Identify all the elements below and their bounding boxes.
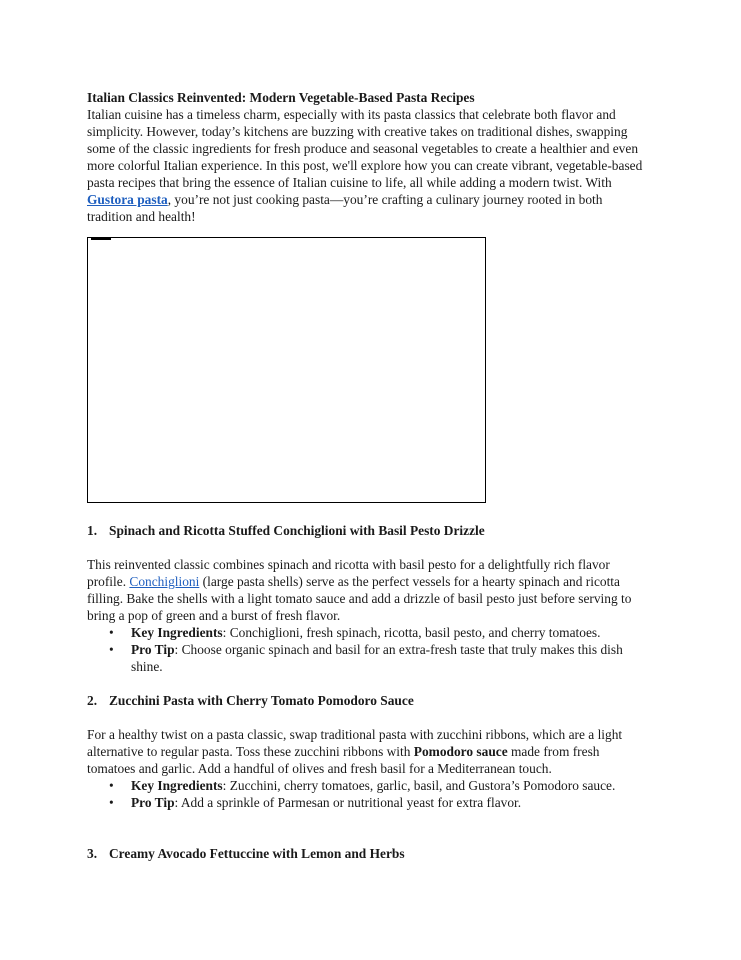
- pomodoro-sauce-emphasis: Pomodoro sauce: [413, 744, 508, 759]
- list-item: [109, 624, 639, 641]
- image-corner-mark: [91, 238, 111, 240]
- bullet-list-1: [109, 624, 639, 675]
- conchiglioni-link[interactable]: Conchiglioni: [129, 574, 200, 589]
- bullet-label: Key Ingredients: [131, 778, 223, 793]
- section-number: 3.: [87, 846, 98, 861]
- section-heading-text: Creamy Avocado Fettuccine with Lemon and Herbs: [109, 846, 405, 861]
- section-paragraph-1: [87, 556, 642, 624]
- list-item: [109, 641, 639, 675]
- bullet-text: : Zucchini, cherry tomatoes, garlic, basil, and Gustora’s Pomodoro sauce.: [222, 778, 616, 793]
- intro-paragraph: [87, 106, 647, 225]
- bullet-label: Key Ingredients: [131, 625, 223, 640]
- bullet-icon: •: [109, 625, 114, 640]
- section-heading-1: [87, 522, 485, 539]
- paragraph-text-end: made from fresh tomatoes and garlic. Add a handful of olives and fresh basil for a Mediterranean touch.: [87, 744, 600, 776]
- bullet-text: : Add a sprinkle of Parmesan or nutritional yeast for extra flavor.: [174, 795, 522, 810]
- section-heading-2: [87, 692, 414, 709]
- bullet-text: : Choose organic spinach and basil for an extra-fresh taste that truly makes this dish shine.: [131, 642, 623, 674]
- bullet-label: Pro Tip: [131, 642, 175, 657]
- image-placeholder: [87, 237, 486, 503]
- bullet-label: Pro Tip: [131, 795, 175, 810]
- section-heading-text: Spinach and Ricotta Stuffed Conchiglioni with Basil Pesto Drizzle: [109, 523, 485, 538]
- section-number: 1.: [87, 523, 98, 538]
- section-heading-3: [87, 845, 405, 862]
- paragraph-text-end: (large pasta shells) serve as the perfect vessels for a hearty spinach and ricotta filling. Bake the shells with a light tomato sauce and add a drizzle of basil pesto just before serving to bring a pop of green and a burst of fresh flavor.: [87, 574, 632, 623]
- intro-text: Italian cuisine has a timeless charm, especially with its pasta classics that celebrate both flavor and simplicity. However, today’s kitchens are buzzing with creative takes on traditional dishes, swapping some of the classic ingredients for fresh produce and seasonal vegetables to create a healthier and even more colorful Italian experience. In this post, we'll explore how you can create vibrant, vegetable-based pasta recipes that bring the essence of Italian cuisine to life, all while adding a modern twist. With: [87, 107, 643, 190]
- section-number: 2.: [87, 693, 98, 708]
- section-heading-text: Zucchini Pasta with Cherry Tomato Pomodoro Sauce: [109, 693, 414, 708]
- gustora-pasta-link[interactable]: Gustora pasta: [87, 192, 168, 207]
- list-item: [109, 777, 639, 794]
- bullet-icon: •: [109, 795, 114, 810]
- bullet-icon: •: [109, 778, 114, 793]
- bullet-list-2: [109, 777, 639, 811]
- bullet-icon: •: [109, 642, 114, 657]
- section-paragraph-2: [87, 726, 642, 777]
- intro-text-end: , you’re not just cooking pasta—you’re crafting a culinary journey rooted in both tradition and health!: [87, 192, 603, 224]
- paragraph-text: For a healthy twist on a pasta classic, swap traditional pasta with zucchini ribbons, which are a light alternative to regular pasta. Toss these zucchini ribbons with: [87, 727, 623, 759]
- list-item: [109, 794, 639, 811]
- paragraph-text: This reinvented classic combines spinach and ricotta with basil pesto for a delightfully rich flavor profile.: [87, 557, 610, 589]
- bullet-text: : Conchiglioni, fresh spinach, ricotta, basil pesto, and cherry tomatoes.: [222, 625, 601, 640]
- page-title: Italian Classics Reinvented: Modern Vegetable-Based Pasta Recipes: [87, 90, 475, 105]
